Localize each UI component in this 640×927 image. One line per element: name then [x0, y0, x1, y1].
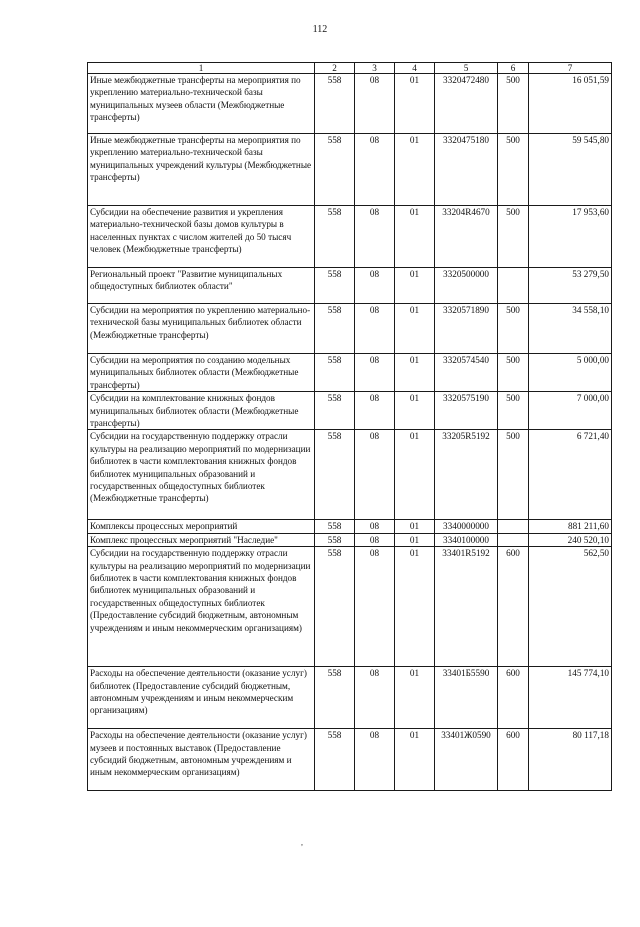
table-row: [88, 304, 612, 354]
row-name-cell: Расходы на обеспечение деятельности (оказание услуг) музеев и постоянных выставок (Предоставление субсидий бюджетным, автономным учреждениям и иным некоммерческим организациям): [88, 729, 315, 791]
amount-cell: 562,50: [529, 547, 612, 667]
row-name-cell: Комплексы процессных мероприятий: [88, 520, 315, 533]
ved-code-cell: 558: [315, 304, 355, 354]
target-article-cell: 3320575190: [435, 392, 498, 430]
amount-cell: 6 721,40: [529, 430, 612, 520]
expense-type-cell: 500: [498, 304, 529, 354]
row-name-cell: Субсидии на мероприятия по созданию модельных муниципальных библиотек области (Межбюджетные трансферты): [88, 354, 315, 392]
section-code-cell: 08: [355, 304, 395, 354]
scan-mark: ,: [301, 838, 303, 847]
expense-type-cell: [498, 520, 529, 533]
page-number: 112: [312, 24, 328, 35]
table-row: [88, 206, 612, 268]
subsection-code-cell: 01: [395, 206, 435, 268]
expense-type-cell: 500: [498, 74, 529, 134]
ved-code-cell: 558: [315, 392, 355, 430]
section-code-cell: 08: [355, 667, 395, 729]
table-row: [88, 134, 612, 206]
subsection-code-cell: 01: [395, 729, 435, 791]
ved-code-cell: 558: [315, 268, 355, 304]
row-name-cell: Комплекс процессных мероприятий "Наследие": [88, 533, 315, 546]
subsection-code-cell: 01: [395, 520, 435, 533]
table-row: [88, 268, 612, 304]
section-code-cell: 08: [355, 547, 395, 667]
header-cell-5: 5: [435, 63, 498, 74]
section-code-cell: 08: [355, 74, 395, 134]
header-cell-1: 1: [88, 63, 315, 74]
ved-code-cell: 558: [315, 134, 355, 206]
subsection-code-cell: 01: [395, 392, 435, 430]
amount-cell: 59 545,80: [529, 134, 612, 206]
row-name-cell: Субсидии на обеспечение развития и укрепления материально-технической базы домов культуры в населенных пунктах с числом жителей до 50 тысяч человек (Межбюджетные трансферты): [88, 206, 315, 268]
header-cell-2: 2: [315, 63, 355, 74]
ved-code-cell: 558: [315, 547, 355, 667]
amount-cell: 80 117,18: [529, 729, 612, 791]
target-article-cell: 3340000000: [435, 520, 498, 533]
section-code-cell: 08: [355, 533, 395, 546]
section-code-cell: 08: [355, 268, 395, 304]
table-row: [88, 533, 612, 546]
target-article-cell: 33205R5192: [435, 430, 498, 520]
target-article-cell: 33401Ж0590: [435, 729, 498, 791]
target-article-cell: 3320472480: [435, 74, 498, 134]
section-code-cell: 08: [355, 729, 395, 791]
subsection-code-cell: 01: [395, 304, 435, 354]
target-article-cell: 3320574540: [435, 354, 498, 392]
amount-cell: 17 953,60: [529, 206, 612, 268]
table-row: [88, 354, 612, 392]
subsection-code-cell: 01: [395, 430, 435, 520]
target-article-cell: 33401Б5590: [435, 667, 498, 729]
section-code-cell: 08: [355, 354, 395, 392]
section-code-cell: 08: [355, 392, 395, 430]
section-code-cell: 08: [355, 430, 395, 520]
row-name-cell: Расходы на обеспечение деятельности (оказание услуг) библиотек (Предоставление субсидий бюджетным, автономным учреждениям и иным некоммерческим организациям): [88, 667, 315, 729]
amount-cell: 7 000,00: [529, 392, 612, 430]
amount-cell: 34 558,10: [529, 304, 612, 354]
amount-cell: 16 051,59: [529, 74, 612, 134]
table-body: [88, 74, 612, 791]
budget-table: [87, 62, 612, 791]
table-row: [88, 547, 612, 667]
subsection-code-cell: 01: [395, 547, 435, 667]
expense-type-cell: 500: [498, 354, 529, 392]
row-name-cell: Субсидии на комплектование книжных фондов муниципальных библиотек области (Межбюджетные трансферты): [88, 392, 315, 430]
amount-cell: 5 000,00: [529, 354, 612, 392]
amount-cell: 53 279,50: [529, 268, 612, 304]
table-row: [88, 520, 612, 533]
subsection-code-cell: 01: [395, 533, 435, 546]
amount-cell: 145 774,10: [529, 667, 612, 729]
target-article-cell: 3320571890: [435, 304, 498, 354]
row-name-cell: Субсидии на мероприятия по укреплению материально-технической базы муниципальных библиотек области (Межбюджетные трансферты): [88, 304, 315, 354]
ved-code-cell: 558: [315, 729, 355, 791]
subsection-code-cell: 01: [395, 268, 435, 304]
subsection-code-cell: 01: [395, 667, 435, 729]
row-name-cell: Иные межбюджетные трансферты на мероприятия по укреплению материально-технической базы муниципальных учреждений культуры (Межбюджетные трансферты): [88, 134, 315, 206]
header-cell-6: 6: [498, 63, 529, 74]
table-row: [88, 392, 612, 430]
section-code-cell: 08: [355, 206, 395, 268]
header-cell-7: 7: [529, 63, 612, 74]
expense-type-cell: 500: [498, 134, 529, 206]
ved-code-cell: 558: [315, 520, 355, 533]
table-row: [88, 729, 612, 791]
amount-cell: 881 211,60: [529, 520, 612, 533]
row-name-cell: Субсидии на государственную поддержку отрасли культуры на реализацию мероприятий по модернизации библиотек в части комплектования книжных фондов библиотек муниципальных образований и государственных общедоступных библиотек (Межбюджетные трансферты): [88, 430, 315, 520]
table-row: [88, 74, 612, 134]
ved-code-cell: 558: [315, 430, 355, 520]
amount-cell: 240 520,10: [529, 533, 612, 546]
header-cell-4: 4: [395, 63, 435, 74]
expense-type-cell: [498, 268, 529, 304]
row-name-cell: Иные межбюджетные трансферты на мероприятия по укреплению материально-технической базы муниципальных музеев области (Межбюджетные трансферты): [88, 74, 315, 134]
expense-type-cell: 500: [498, 392, 529, 430]
ved-code-cell: 558: [315, 206, 355, 268]
section-code-cell: 08: [355, 134, 395, 206]
target-article-cell: 3320475180: [435, 134, 498, 206]
target-article-cell: 33401R5192: [435, 547, 498, 667]
ved-code-cell: 558: [315, 533, 355, 546]
ved-code-cell: 558: [315, 354, 355, 392]
ved-code-cell: 558: [315, 74, 355, 134]
table-row: [88, 667, 612, 729]
expense-type-cell: 600: [498, 547, 529, 667]
target-article-cell: 3340100000: [435, 533, 498, 546]
subsection-code-cell: 01: [395, 354, 435, 392]
target-article-cell: 33204R4670: [435, 206, 498, 268]
expense-type-cell: [498, 533, 529, 546]
header-cell-3: 3: [355, 63, 395, 74]
table-row: [88, 430, 612, 520]
expense-type-cell: 500: [498, 206, 529, 268]
subsection-code-cell: 01: [395, 134, 435, 206]
expense-type-cell: 600: [498, 729, 529, 791]
row-name-cell: Субсидии на государственную поддержку отрасли культуры на реализацию мероприятий по модернизации библиотек в части комплектования книжных фондов библиотек муниципальных образований и государственных общедоступных библиотек (Предоставление субсидий бюджетным, автономным учреждениям и иным некоммерческим организациям): [88, 547, 315, 667]
ved-code-cell: 558: [315, 667, 355, 729]
expense-type-cell: 600: [498, 667, 529, 729]
expense-type-cell: 500: [498, 430, 529, 520]
row-name-cell: Региональный проект "Развитие муниципальных общедоступных библиотек области": [88, 268, 315, 304]
section-code-cell: 08: [355, 520, 395, 533]
subsection-code-cell: 01: [395, 74, 435, 134]
target-article-cell: 3320500000: [435, 268, 498, 304]
table-header-row: [88, 63, 612, 74]
